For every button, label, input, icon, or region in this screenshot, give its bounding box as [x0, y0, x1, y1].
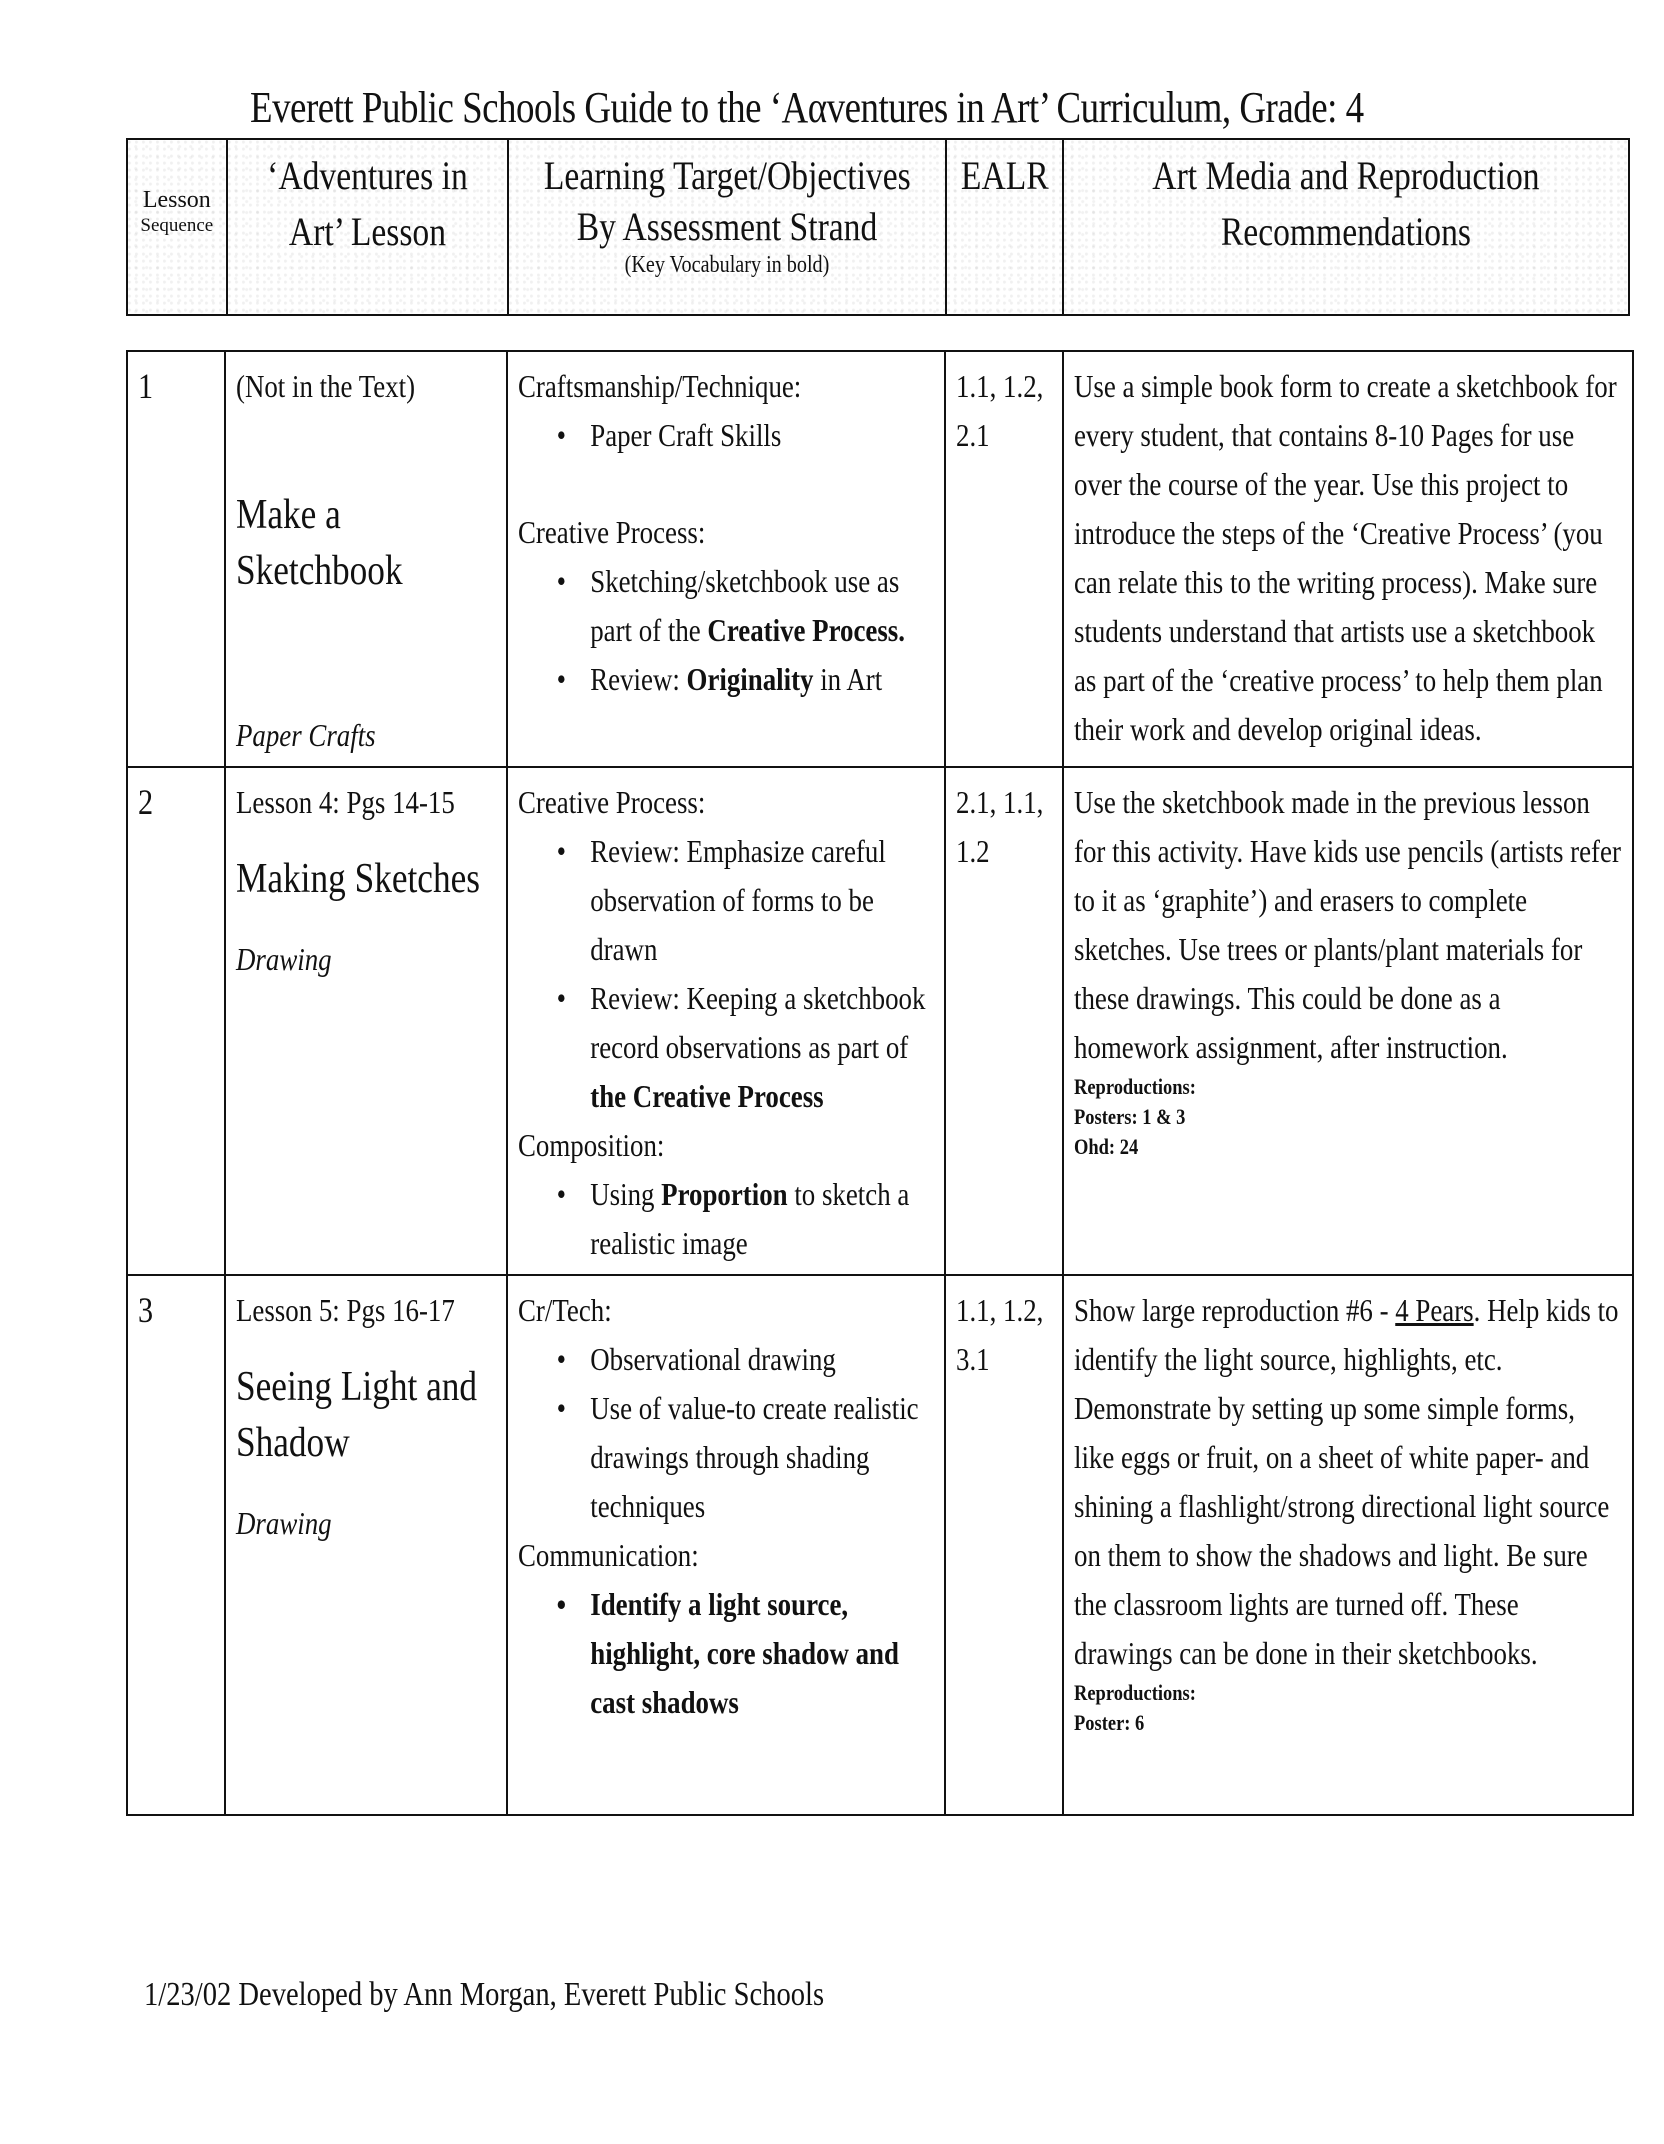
objective-item: • Review: Originality in Art: [557, 655, 934, 704]
ealr-value: 1.1, 1.2, 3.1: [956, 1292, 1044, 1377]
strand-heading: Cr/Tech:: [518, 1292, 612, 1328]
objective-item: • Use of value-to create realistic drawings through shading techniques: [557, 1384, 934, 1531]
header-ealr: [947, 140, 1065, 314]
lesson-name: Making Sketches: [236, 856, 480, 902]
media-recommendation: Use a simple book form to create a sketchbook for every student, that contains 8-10 Pages for use over the course of the year. Use this project to introduce the steps of the ‘Creative Process’ (you can relate this to the writing process). Make sure students understand that artists use a sketchbook as part of the ‘creative process’ to help them plan their work and develop original ideas.: [1074, 368, 1617, 747]
lesson-name: Make a: [236, 492, 341, 538]
lesson-medium: Drawing: [236, 1505, 332, 1541]
header-ealr-label: EALR: [960, 153, 1049, 198]
reproduction-item: Ohd: 24: [1074, 1134, 1139, 1159]
objective-item: • Observational drawing: [557, 1335, 934, 1384]
strand-heading: Craftsmanship/Technique:: [518, 368, 802, 404]
lesson-cell: [225, 351, 507, 767]
reproduction-title: 4 Pears: [1395, 1292, 1474, 1328]
objective-list: [518, 1335, 934, 1531]
reproductions-label: Reproductions:: [1074, 1680, 1196, 1705]
curriculum-table: [126, 350, 1634, 1816]
strand-heading: Creative Process:: [518, 514, 706, 550]
ealr-cell: [945, 1275, 1063, 1815]
objective-list: [518, 411, 934, 460]
strand-heading: Composition:: [518, 1127, 665, 1163]
lesson-name: Shadow: [236, 1420, 350, 1466]
header-lesson-line2: Art’ Lesson: [288, 209, 446, 254]
media-cell: [1063, 1275, 1633, 1815]
header-seq-line2: Sequence: [140, 215, 214, 236]
page-footer: 1/23/02 Developed by Ann Morgan, Everett Public Schools: [144, 1976, 825, 2013]
seq-number: 2: [138, 782, 154, 822]
objectives-cell: [507, 351, 945, 767]
media-cell: [1063, 351, 1633, 767]
reproduction-item: Posters: 1 & 3: [1074, 1104, 1186, 1129]
objective-item: • Using Proportion to sketch a realistic image: [557, 1170, 934, 1268]
objective-list: [518, 557, 934, 704]
header-seq-line1: Lesson: [142, 187, 211, 213]
ealr-value: 2.1, 1.1, 1.2: [956, 784, 1044, 869]
reproduction-item: Poster: 6: [1074, 1710, 1145, 1735]
media-cell: [1063, 767, 1633, 1275]
page-title: Everett Public Schools Guide to the ‘Aαventures in Art’ Curriculum, Grade: 4: [250, 83, 1364, 132]
objectives-cell: [507, 1275, 945, 1815]
objective-list: [518, 1580, 934, 1727]
reproductions-label: Reproductions:: [1074, 1074, 1196, 1099]
header-objectives: [509, 140, 947, 314]
header-lesson-sequence: [128, 140, 228, 314]
ealr-value: 1.1, 1.2, 2.1: [956, 368, 1044, 453]
table-row: [127, 1275, 1633, 1815]
objectives-cell: [507, 767, 945, 1275]
ealr-cell: [945, 767, 1063, 1275]
seq-cell: [127, 1275, 225, 1815]
header-media-line2: Recommendations: [1221, 209, 1472, 254]
header-lesson: [228, 140, 509, 314]
ealr-cell: [945, 351, 1063, 767]
media-recommendation: Use the sketchbook made in the previous lesson for this activity. Have kids use pencils (artists refer to it as ‘graphite’) and erasers to complete sketches. Use trees or plants/plant materials for these drawings. This could be done as a homework assignment, after instruction.: [1074, 784, 1621, 1065]
media-recommendation: Show large reproduction #6 - 4 Pears. Help kids to identify the light source, highlights, etc. Demonstrate by setting up some simple forms, like eggs or fruit, on a sheet of white paper- and shining a flashlight/strong directional light source on them to show the shadows and light. Be sure the classroom lights are turned off. These drawings can be done in their sketchbooks.: [1074, 1292, 1619, 1671]
objective-item: • Review: Emphasize careful observation of forms to be drawn: [557, 827, 934, 974]
objective-item: • Identify a light source, highlight, core shadow and cast shadows: [557, 1580, 934, 1727]
lesson-reference: Lesson 4: Pgs 14-15: [236, 784, 455, 820]
lesson-reference: Lesson 5: Pgs 16-17: [236, 1292, 455, 1328]
objective-list: [518, 1170, 934, 1268]
header-obj-line2: By Assessment Strand: [576, 204, 877, 249]
lesson-name: Sketchbook: [236, 548, 403, 594]
seq-number: 3: [138, 1290, 154, 1330]
header-media: [1064, 140, 1628, 314]
seq-number: 1: [138, 366, 154, 406]
table-row: [127, 351, 1633, 767]
header-obj-line3: (Key Vocabulary in bold): [624, 252, 829, 278]
objective-item: • Sketching/sketchbook use as part of the Creative Process.: [557, 557, 934, 655]
column-header-table: [126, 138, 1630, 316]
objective-item: • Review: Keeping a sketchbook record observations as part of the Creative Process: [557, 974, 934, 1121]
table-row: [127, 767, 1633, 1275]
lesson-medium: Paper Crafts: [236, 717, 376, 753]
strand-heading: Communication:: [518, 1537, 699, 1573]
header-media-line1: Art Media and Reproduction: [1152, 153, 1540, 198]
lesson-cell: [225, 1275, 507, 1815]
lesson-medium: Drawing: [236, 941, 332, 977]
header-lesson-line1: ‘Adventures in: [266, 153, 468, 198]
lesson-name: Seeing Light and: [236, 1364, 478, 1410]
objective-item: • Paper Craft Skills: [557, 411, 934, 460]
seq-cell: [127, 767, 225, 1275]
seq-cell: [127, 351, 225, 767]
header-obj-line1: Learning Target/Objectives: [543, 153, 911, 198]
lesson-reference: (Not in the Text): [236, 368, 416, 404]
strand-heading: Creative Process:: [518, 784, 706, 820]
lesson-cell: [225, 767, 507, 1275]
objective-list: [518, 827, 934, 1121]
